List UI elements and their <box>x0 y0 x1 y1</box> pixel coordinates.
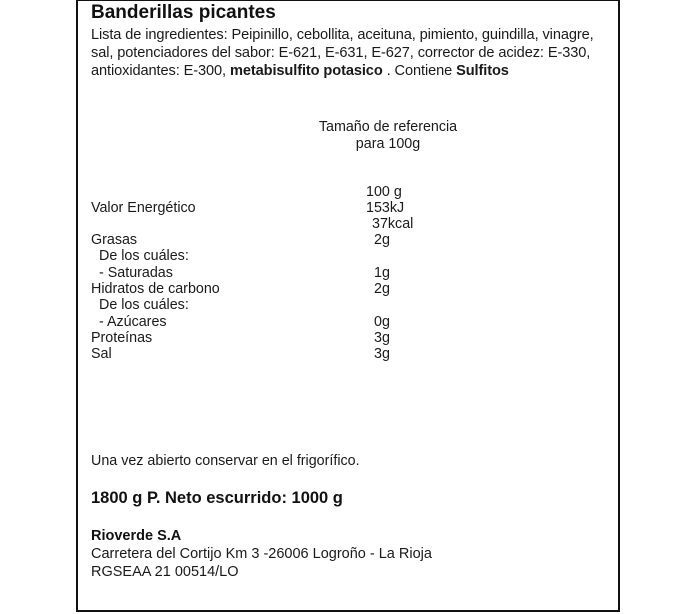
nutrient-value-sugars: 0g <box>374 314 390 330</box>
storage-note: Una vez abierto conservar en el frigorífico. <box>91 453 360 469</box>
nutrient-value-salt: 3g <box>374 346 390 362</box>
portion-header: 100 g <box>366 184 402 200</box>
nutrient-label-protein: Proteínas <box>91 330 153 346</box>
nutrient-value-carbs: 2g <box>374 281 390 297</box>
nutrient-label-sugars: - Azúcares <box>99 314 167 330</box>
nutrient-label-of-which: De los cuáles: <box>99 248 189 264</box>
nutrient-value-energy-kj: 153kJ <box>366 200 405 216</box>
ingredients-text: . Contiene <box>382 63 457 79</box>
allergen-metabisulfito: metabisulfito potasico <box>229 63 383 79</box>
nutrient-value-energy-kcal: 37kcal <box>372 216 414 232</box>
nutrient-label-salt: Sal <box>91 346 112 362</box>
reference-size-line-2: para 100g <box>355 136 421 152</box>
nutrient-label-of-which: De los cuáles: <box>99 297 189 313</box>
ingredients-line-1: Lista de ingredientes: Peipinillo, cebollita, aceituna, pimiento, guindilla, vinagre, <box>91 27 594 43</box>
nutrient-label-energy: Valor Energético <box>91 200 196 216</box>
nutrient-label-carbs: Hidratos de carbono <box>91 281 220 297</box>
product-title: Banderillas picantes <box>91 2 276 23</box>
ingredients-line-2: sal, potenciadores del sabor: E-621, E-631, E-627, corrector de acidez: E-330, <box>91 45 591 61</box>
ingredients-line-3 <box>91 63 509 79</box>
nutrient-label-fat: Grasas <box>91 232 138 248</box>
manufacturer-registry: RGSEAA 21 00514/LO <box>91 564 239 580</box>
manufacturer-name: Rioverde S.A <box>91 528 182 544</box>
nutrient-label-saturated: - Saturadas <box>99 265 173 281</box>
nutrient-value-saturated: 1g <box>374 265 390 281</box>
product-label <box>76 0 620 612</box>
allergen-sulfitos: Sulfitos <box>456 63 509 79</box>
nutrient-value-fat: 2g <box>374 232 390 248</box>
reference-size-line-1: Tamaño de referencia <box>318 119 458 135</box>
net-weight: 1800 g P. Neto escurrido: 1000 g <box>91 489 343 507</box>
ingredients-text: antioxidantes: E-300, <box>91 63 230 79</box>
manufacturer-address: Carretera del Cortijo Km 3 -26006 Logroño - La Rioja <box>91 546 432 562</box>
nutrient-value-protein: 3g <box>374 330 390 346</box>
